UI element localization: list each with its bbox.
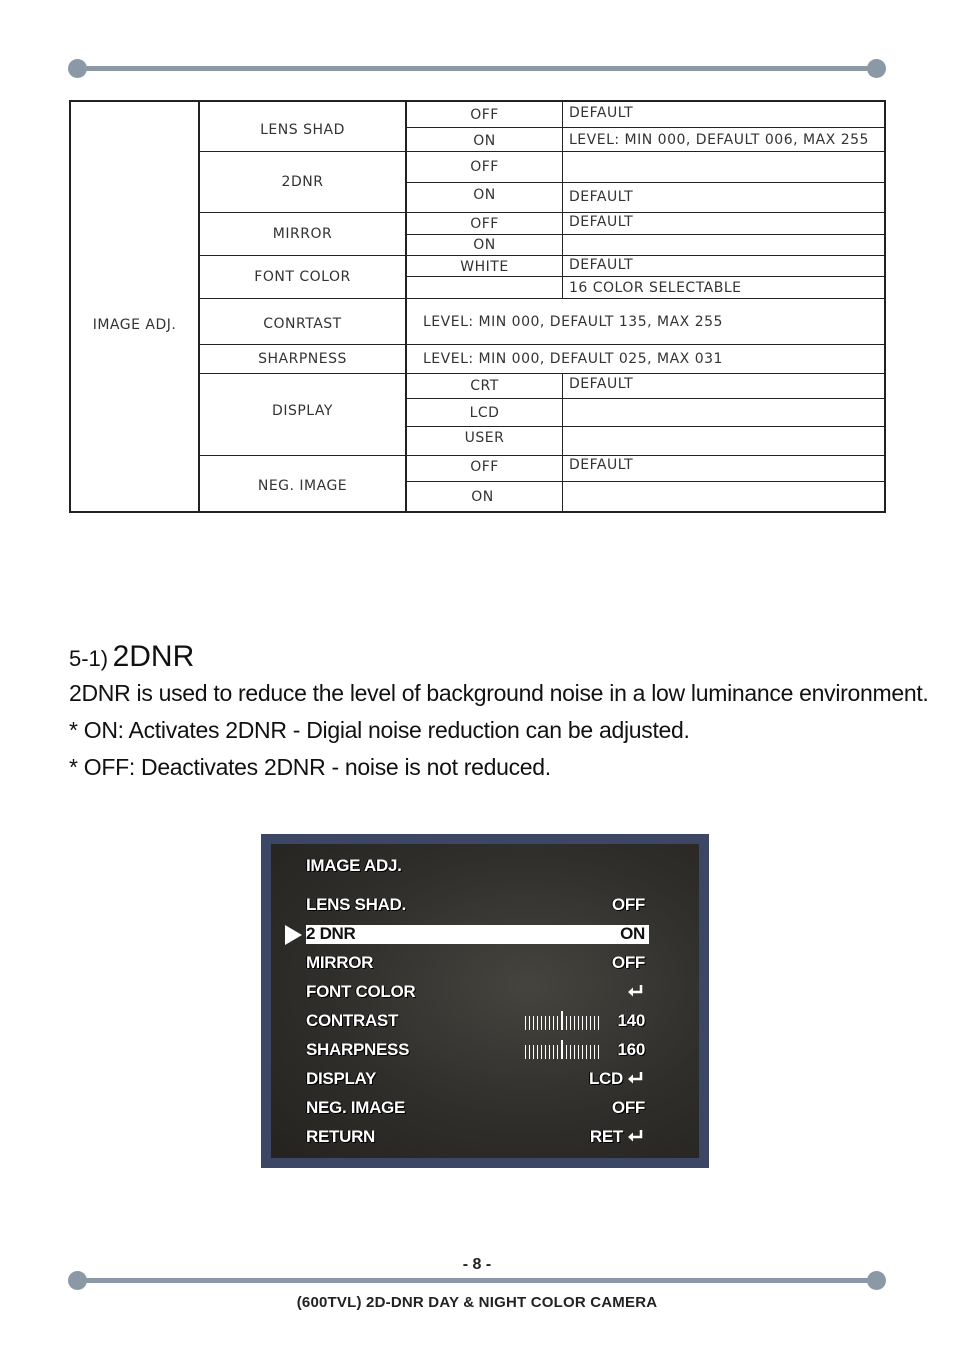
option-note: 16 COLOR SELECTABLE [569, 279, 742, 296]
osd-row-label: LENS SHAD. [306, 895, 406, 914]
option-note: LEVEL: MIN 000, DEFAULT 006, MAX 255 [569, 132, 869, 148]
image-adj-spec-table [69, 100, 886, 513]
description-line: * ON: Activates 2DNR - Digial noise reduction can be adjusted. [69, 717, 690, 743]
option-note: DEFAULT [569, 189, 634, 205]
option-value: USER [464, 430, 505, 446]
option-value: ON [473, 237, 496, 253]
section-heading [69, 640, 194, 674]
item-name: CONRTAST [263, 316, 342, 332]
osd-row-value: OFF [611, 895, 645, 914]
item-name: FONT COLOR [254, 269, 351, 285]
option-value: OFF [470, 106, 499, 123]
description-line: 2DNR is used to reduce the level of background noise in a low luminance environment. [69, 680, 929, 706]
option-value: ON [473, 187, 496, 203]
option-value: OFF [470, 459, 499, 475]
osd-row-value: LCD [588, 1069, 623, 1088]
osd-row-value: RET [589, 1127, 623, 1146]
option-value: OFF [470, 159, 499, 175]
footer-title: (600TVL) 2D-DNR DAY & NIGHT COLOR CAMERA [296, 1294, 658, 1311]
option-note: DEFAULT [569, 257, 634, 273]
item-name: 2DNR [281, 174, 324, 190]
option-note: DEFAULT [569, 376, 634, 392]
option-value: WHITE [460, 259, 509, 275]
group-label: IMAGE ADJ. [92, 317, 177, 333]
option-note: LEVEL: MIN 000, DEFAULT 025, MAX 031 [423, 351, 723, 367]
item-name: DISPLAY [272, 402, 333, 419]
option-value: CRT [470, 378, 499, 394]
section-number: 5-1) [69, 646, 109, 671]
osd-row-label: FONT COLOR [306, 982, 416, 1001]
osd-row-label: DISPLAY [306, 1069, 377, 1088]
option-value: LCD [469, 404, 500, 421]
osd-cursor-arrow-icon [285, 925, 302, 945]
contrast-level-bar [525, 1012, 599, 1030]
item-name: NEG. IMAGE [257, 478, 348, 494]
option-value: ON [473, 132, 496, 149]
osd-row-label: SHARPNESS [306, 1040, 410, 1059]
option-note: DEFAULT [569, 457, 634, 473]
option-note: DEFAULT [569, 105, 634, 121]
osd-row-label: CONTRAST [306, 1011, 399, 1030]
page-number: - 8 - [462, 1256, 492, 1273]
osd-title: IMAGE ADJ. [306, 856, 402, 875]
osd-row-value: 160 [617, 1040, 645, 1059]
osd-row-label: 2 DNR [306, 924, 356, 943]
osd-screen [271, 844, 699, 1158]
enter-icon [627, 1071, 643, 1085]
item-name: LENS SHAD [260, 122, 345, 138]
osd-row-label: NEG. IMAGE [306, 1098, 406, 1117]
section-title: 2DNR [112, 640, 195, 673]
option-note: DEFAULT [569, 214, 634, 230]
option-value: OFF [470, 216, 499, 232]
option-note: LEVEL: MIN 000, DEFAULT 135, MAX 255 [423, 313, 723, 330]
enter-icon [627, 1129, 643, 1143]
option-value: ON [471, 488, 494, 505]
item-name: SHARPNESS [258, 351, 347, 367]
osd-row-label: RETURN [306, 1127, 376, 1146]
sharpness-level-bar [525, 1041, 599, 1059]
osd-row-value: ON [620, 924, 645, 943]
osd-row-label: MIRROR [306, 953, 374, 972]
osd-row-value: 140 [617, 1011, 645, 1030]
item-name: MIRROR [272, 226, 333, 242]
enter-icon [627, 984, 643, 998]
osd-row-value: OFF [611, 1098, 645, 1117]
osd-row-value: OFF [611, 953, 645, 972]
description-line: * OFF: Deactivates 2DNR - noise is not reduced. [69, 754, 551, 780]
osd-menu-screenshot [261, 834, 709, 1168]
